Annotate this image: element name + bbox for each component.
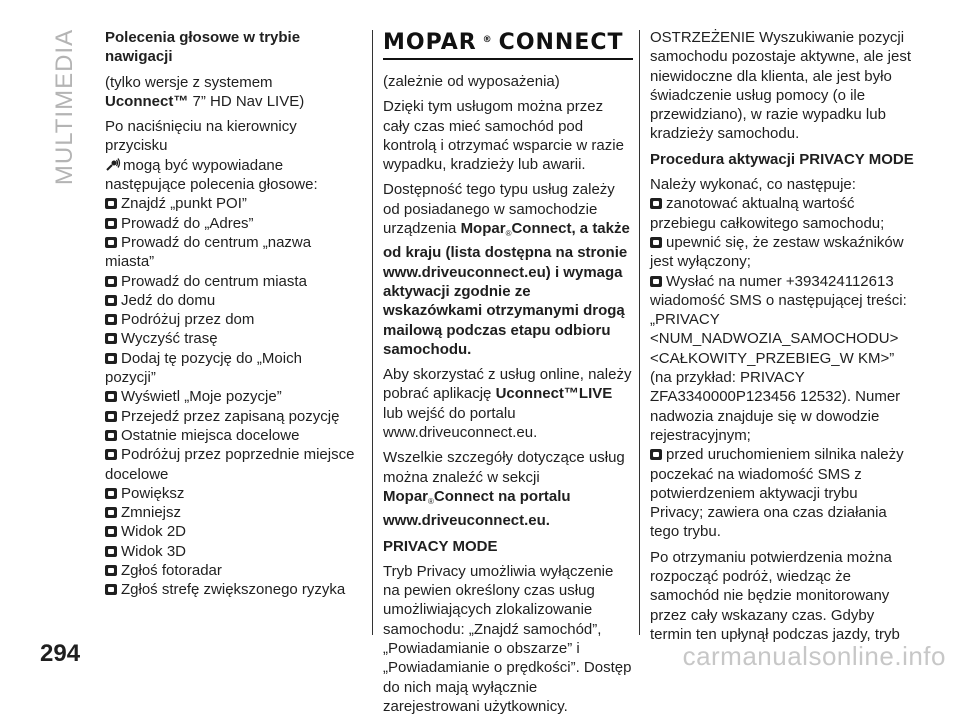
bullet-icon bbox=[650, 237, 662, 248]
list-item-text: Podróżuj przez poprzednie miejsce docelowe bbox=[105, 446, 355, 483]
list-item bbox=[105, 310, 355, 329]
bullet-icon bbox=[105, 430, 117, 441]
list-item bbox=[105, 542, 355, 561]
bullet-icon bbox=[105, 526, 117, 537]
list-item-text: Zmniejsz bbox=[121, 504, 182, 522]
column-divider bbox=[372, 30, 373, 635]
list-item-text: upewnić się, że zestaw wskaźników jest wyłączony; bbox=[650, 233, 904, 271]
list-item-text: Ostatnie miejsca docelowe bbox=[121, 426, 300, 444]
bullet-icon bbox=[650, 449, 662, 460]
bullet-icon bbox=[105, 276, 117, 287]
list-item bbox=[105, 214, 355, 233]
list-item bbox=[105, 426, 355, 445]
column-divider bbox=[639, 30, 640, 635]
list-item-text: Widok 3D bbox=[121, 542, 187, 560]
list-item-text: Powiększ bbox=[121, 484, 185, 502]
list-item-text: Wyczyść trasę bbox=[121, 330, 218, 348]
page-number: 294 bbox=[40, 640, 81, 667]
column-privacy-procedure bbox=[650, 28, 915, 650]
list-item bbox=[105, 522, 355, 541]
list-item bbox=[105, 194, 355, 213]
bullet-icon bbox=[105, 333, 117, 344]
list-item bbox=[105, 561, 355, 580]
list-item-text: Przejedź przez zapisaną pozycję bbox=[121, 407, 340, 425]
privacy-heading: PRIVACY MODE bbox=[383, 537, 498, 555]
bullet-icon bbox=[650, 276, 662, 287]
list-item-text: przed uruchomieniem silnika należy poczekać na wiadomość SMS z potwierdzeniem aktywacji trybu Privacy; zawiera ona czas działania tego trybu. bbox=[650, 446, 904, 541]
procedure-heading: Procedura aktywacji PRIVACY MODE bbox=[650, 150, 914, 168]
voice-command-list bbox=[105, 194, 355, 599]
availability-paragraph: Dostępność tego typu usług zależy od posiadanego w samochodzie urządzenia Mopar$_®$Connect, a także od kraju (lista dostępna na stronie www.driveuconnect.eu) i wymaga aktywacji zgodnie ze wskazówkami otrzymanymi drogą mailową podczas etapu odbioru samochodu. bbox=[383, 181, 630, 358]
column-voice-commands bbox=[105, 28, 355, 600]
list-item-text: Zgłoś fotoradar bbox=[121, 562, 222, 580]
bullet-icon bbox=[105, 218, 117, 229]
bullet-icon bbox=[105, 546, 117, 557]
list-item-text: Widok 2D bbox=[121, 523, 187, 541]
press-instruction: Po naciśnięciu na kierownicy przycisku mogą być wypowiadane następujące polecenia głosowe: bbox=[105, 118, 318, 194]
mopar-connect-logo: MOPAR ® CONNECT bbox=[383, 28, 633, 60]
bullet-icon bbox=[105, 565, 117, 576]
list-item-text: Wyświetl „Moje pozycje” bbox=[121, 388, 282, 406]
list-item-text: Wysłać na numer +393424112613 wiadomość SMS o następującej treści: „PRIVACY <NUM_NADWOZIA_SAMOCHODU> <CAŁKOWITY_PRZEBIEG_W KM>” (na przykład: PRIVACY ZFA3340000P123456 12532). Numer nadwozia znajduje się w dowodzie rejestracyjnym; bbox=[650, 272, 907, 444]
list-item bbox=[650, 445, 915, 541]
list-item-text: Prowadź do centrum „nazwa miasta” bbox=[105, 233, 312, 271]
voice-command-icon bbox=[105, 157, 121, 173]
list-item-text: zanotować aktualną wartość przebiegu całkowitego samochodu; bbox=[650, 195, 885, 232]
services-paragraph: Dzięki tym usługom można przez cały czas mieć samochód pod kontrolą i otrzymać wsparcie w razie wypadku, kradzieży lub awarii. bbox=[383, 98, 624, 174]
bullet-icon bbox=[105, 295, 117, 306]
bullet-icon bbox=[105, 411, 117, 422]
list-item bbox=[105, 445, 355, 484]
bullet-icon bbox=[105, 198, 117, 209]
bullet-icon bbox=[105, 353, 117, 364]
list-item bbox=[105, 272, 355, 291]
section-title-text: MULTIMEDIA bbox=[51, 28, 78, 186]
online-services-paragraph: Aby skorzystać z usług online, należy pobrać aplikację Uconnect™LIVE lub wejść do portalu www.driveuconnect.eu. bbox=[383, 366, 632, 442]
list-item-text: Znajdź „punkt POI” bbox=[121, 195, 247, 213]
section-heading: Polecenia głosowe w trybie nawigacji bbox=[105, 29, 301, 66]
procedure-intro: Należy wykonać, co następuje: bbox=[650, 176, 856, 194]
list-item-text: Prowadź do centrum miasta bbox=[121, 272, 307, 290]
final-paragraph: Po otrzymaniu potwierdzenia można rozpocząć podróż, wiedząc że samochód nie będzie monitorowany przez cały wskazany czas. Gdyby termin ten upłynął podczas jazdy, tryb bbox=[650, 548, 900, 643]
list-item-text: Podróżuj przez dom bbox=[121, 311, 255, 329]
bullet-icon bbox=[105, 449, 117, 460]
bullet-icon bbox=[105, 314, 117, 325]
list-item bbox=[105, 329, 355, 348]
list-item-text: Zgłoś strefę zwiększonego ryzyka bbox=[121, 581, 346, 599]
list-item-text: Dodaj tę pozycję do „Moich pozycji” bbox=[105, 349, 302, 387]
bullet-icon bbox=[105, 584, 117, 595]
section-side-label bbox=[40, 22, 90, 192]
list-item bbox=[105, 484, 355, 503]
list-item bbox=[105, 233, 355, 272]
list-item bbox=[105, 503, 355, 522]
column-mopar-connect bbox=[383, 28, 633, 722]
list-item bbox=[105, 407, 355, 426]
bullet-icon bbox=[105, 237, 117, 248]
details-paragraph: Wszelkie szczegóły dotyczące usług można znaleźć w sekcji Mopar$_®$Connect na portalu www.driveuconnect.eu. bbox=[383, 449, 625, 530]
list-item bbox=[105, 387, 355, 406]
warning-paragraph: OSTRZEŻENIE Wyszukiwanie pozycji samochodu pozostaje aktywne, ale jest niewidoczne dla klienta, ale jest było świadczenie usług pomocy (o ile przewidziano), w razie wypadku lub kradzieży samochodu. bbox=[650, 29, 911, 143]
bullet-icon bbox=[105, 391, 117, 402]
intro-paragraph: (tylko wersje z systemem Uconnect™ 7” HD Nav LIVE) bbox=[105, 73, 305, 110]
bullet-icon bbox=[650, 198, 662, 209]
list-item bbox=[650, 194, 915, 233]
bullet-icon bbox=[105, 488, 117, 499]
privacy-paragraph: Tryb Privacy umożliwia wyłączenie na pewien określony czas usług umożliwiających zlokalizowanie samochodu: „Znajdź samochód”, „Powiadamianie o obszarze” i „Powiadamianie o prędkości”. Dostęp do nich mają wyłącznie zarejestrowani użytkownicy. bbox=[383, 562, 632, 715]
watermark: carmanualsonline.info bbox=[682, 641, 946, 671]
list-item bbox=[105, 349, 355, 388]
procedure-step-list bbox=[650, 194, 915, 541]
list-item bbox=[105, 580, 355, 599]
availability-note: (zależnie od wyposażenia) bbox=[383, 73, 560, 90]
list-item-text: Jedź do domu bbox=[121, 291, 216, 309]
list-item bbox=[650, 233, 915, 272]
list-item bbox=[650, 272, 915, 446]
list-item bbox=[105, 291, 355, 310]
bullet-icon bbox=[105, 507, 117, 518]
list-item-text: Prowadź do „Adres” bbox=[121, 214, 254, 232]
